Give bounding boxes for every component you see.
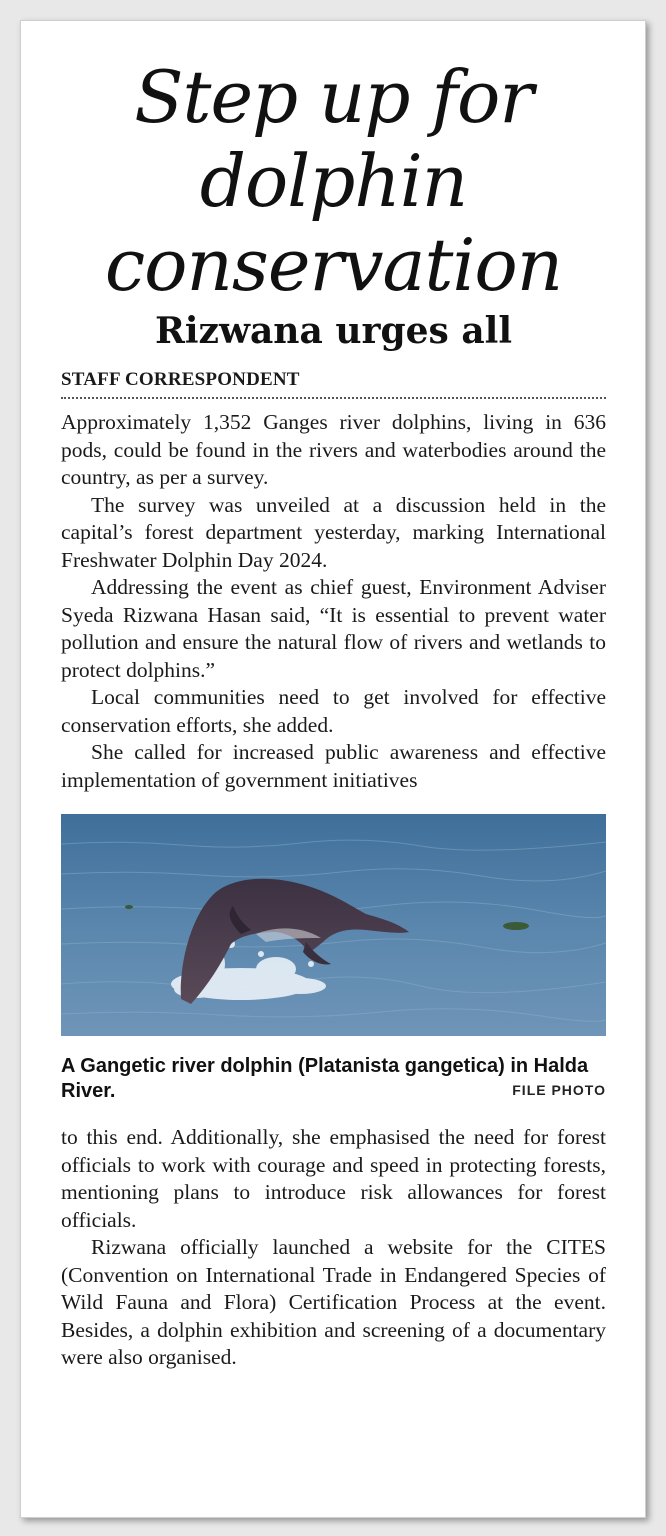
photo-credit: FILE PHOTO	[512, 1082, 606, 1098]
paragraph: Local communities need to get involved for effective conservation efforts, she added.	[61, 685, 606, 737]
paragraph: The survey was unveiled at a discussion held in the capital’s forest department yesterday, marking International Freshwater Dolphin Day 2024.	[61, 492, 606, 572]
newspaper-clipping	[20, 20, 646, 1518]
byline: STAFF CORRESPONDENT	[61, 369, 300, 390]
paragraph: Rizwana officially launched a website for the CITES (Convention on International Trade in Endangered Species of Wild Fauna and Flora) Certification Process at the event. Besides, a dolphin exhibition and screening of a documentary were also organised.	[61, 1235, 606, 1369]
article-body-top	[61, 409, 606, 794]
byline-divider	[61, 397, 606, 399]
paragraph: Approximately 1,352 Ganges river dolphins, living in 636 pods, could be found in the rivers and waterbodies around the country, as per a survey.	[61, 410, 606, 489]
article-column	[61, 21, 606, 1372]
subheadline: Rizwana urges all	[154, 310, 513, 352]
article-body-bottom	[61, 1124, 606, 1372]
headline: Step up for dolphin conservation	[104, 55, 563, 307]
dolphin-photo	[61, 814, 606, 1036]
paragraph: She called for increased public awareness and effective implementation of government initiatives	[61, 740, 606, 792]
paragraph: to this end. Additionally, she emphasised the need for forest officials to work with courage and speed in protecting forests, mentioning plans to introduce risk allowances for forest officials.	[61, 1125, 606, 1232]
paragraph: Addressing the event as chief guest, Environment Adviser Syeda Rizwana Hasan said, “It is essential to prevent water pollution and ensure the natural flow of rivers and wetlands to protect dolphins.”	[61, 575, 606, 682]
photo-caption: A Gangetic river dolphin (Platanista gangetica) in Halda River.	[61, 1055, 589, 1102]
